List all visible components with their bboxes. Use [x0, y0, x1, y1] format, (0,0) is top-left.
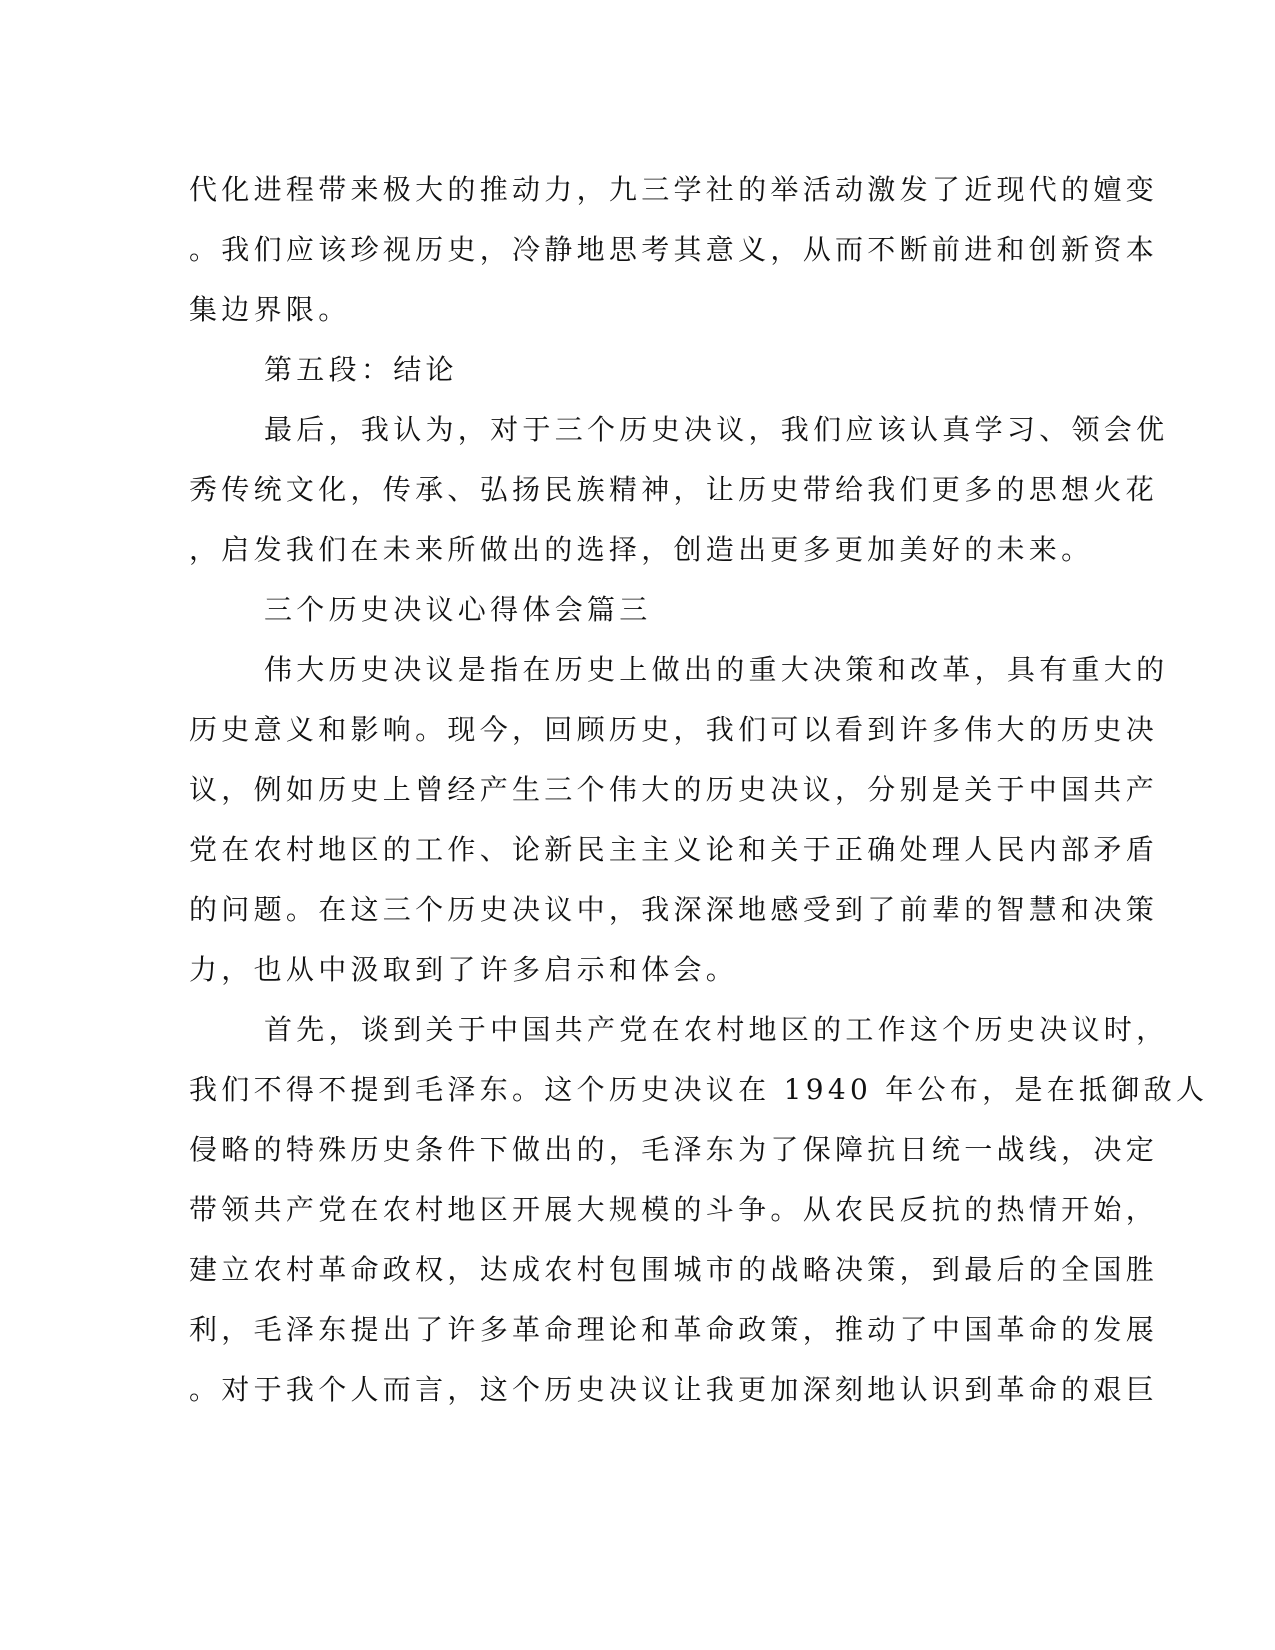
- text-line: 秀传统文化，传承、弘扬民族精神，让历史带给我们更多的思想火花: [189, 473, 1159, 506]
- text-line: 。对于我个人而言，这个历史决议让我更加深刻地认识到革命的艰巨: [189, 1373, 1159, 1406]
- text-line: 侵略的特殊历史条件下做出的，毛泽东为了保障抗日统一战线，决定: [189, 1133, 1159, 1166]
- text-line: 伟大历史决议是指在历史上做出的重大决策和改革，具有重大的: [264, 653, 1169, 686]
- text-line: 的问题。在这三个历史决议中，我深深地感受到了前辈的智慧和决策: [189, 893, 1159, 926]
- text-line: 首先，谈到关于中国共产党在农村地区的工作这个历史决议时，: [264, 1013, 1169, 1046]
- section-heading: 第五段：结论: [264, 353, 458, 386]
- text-line: 建立农村革命政权，达成农村包围城市的战略决策，到最后的全国胜: [189, 1253, 1159, 1286]
- text-line: 最后，我认为，对于三个历史决议，我们应该认真学习、领会优: [264, 413, 1169, 446]
- text-line: 历史意义和影响。现今，回顾历史，我们可以看到许多伟大的历史决: [189, 713, 1159, 746]
- text-line: 带领共产党在农村地区开展大规模的斗争。从农民反抗的热情开始，: [189, 1193, 1159, 1226]
- text-line: 党在农村地区的工作、论新民主主义论和关于正确处理人民内部矛盾: [189, 833, 1159, 866]
- text-line: 利，毛泽东提出了许多革命理论和革命政策，推动了中国革命的发展: [189, 1313, 1159, 1346]
- text-line: ，启发我们在未来所做出的选择，创造出更多更加美好的未来。: [189, 533, 1094, 566]
- text-line: 议，例如历史上曾经产生三个伟大的历史决议，分别是关于中国共产: [189, 773, 1159, 806]
- text-line: 代化进程带来极大的推动力，九三学社的举活动激发了近现代的嬗变: [189, 173, 1159, 206]
- text-line: 集边界限。: [189, 293, 351, 326]
- text-line: 力，也从中汲取到了许多启示和体会。: [189, 953, 739, 986]
- text-line: 我们不得不提到毛泽东。这个历史决议在 1940 年公布，是在抵御敌人: [189, 1073, 1209, 1106]
- article-title: 三个历史决议心得体会篇三: [264, 593, 652, 626]
- text-line: 。我们应该珍视历史，冷静地思考其意义，从而不断前进和创新资本: [189, 233, 1159, 266]
- document-body: [189, 160, 1209, 1420]
